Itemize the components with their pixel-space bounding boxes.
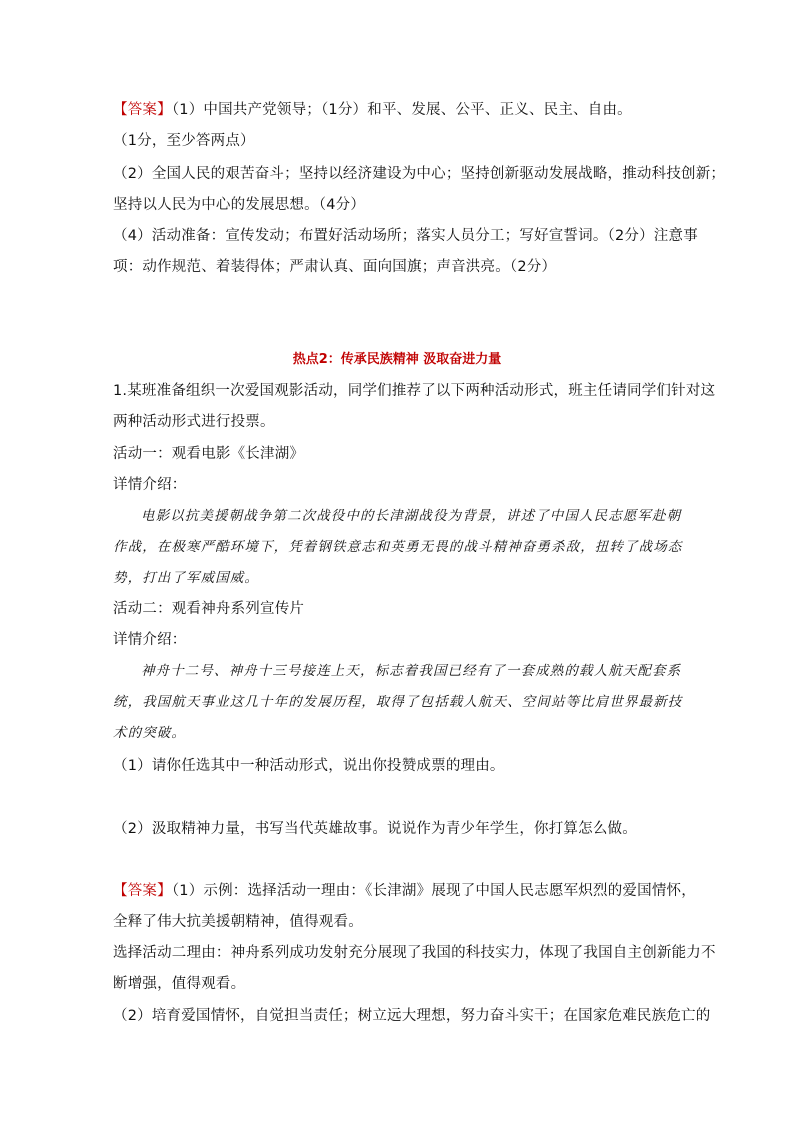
activity-2-detail-label: 详情介绍： [113,632,187,648]
activity-1-detail-label: 详情介绍： [113,477,187,493]
question-line-2: 两种活动形式进行投票。 [113,414,275,430]
answer-2-line-3: 选择活动二理由：神舟系列成功发射充分展现了我国的科技实力，体现了我国自主创新能力不 [113,945,716,961]
activity-1-intro-1: 电影以抗美援朝战争第二次战役中的长津湖战役为背景，讲述了中国人民志愿军赴朝 [141,508,682,524]
answer-1-line-6: 项：动作规范、着装得体；严肃认真、面向国旗；声音洪亮。（2分） [113,259,557,275]
answer-1-line-4: 坚持以人民为中心的发展思想。（4分） [113,197,366,213]
answer-1-line-5: （4）活动准备：宣传发动；布置好活动场所；落实人员分工；写好宣誓词。（2分）注意事 [113,228,698,244]
answer-tag: 【答案】 [113,883,172,899]
answer-1-line-3: （2）全国人民的艰苦奋斗；坚持以经济建设为中心；坚持创新驱动发展战略，推动科技创新； [113,166,726,182]
activity-1-intro-3: 势，打出了军威国威。 [113,570,259,586]
sub-question-1: （1）请你任选其中一种活动形式，说出你投赞成票的理由。 [113,758,505,774]
activity-1-intro-2: 作战，在极寒严酷环境下，凭着钢铁意志和英勇无畏的战斗精神奋勇杀敌，扭转了战场态 [113,539,683,555]
answer-2-line-4: 断增强，值得观看。 [113,976,246,992]
answer-2-line-1: 【答案】（1）示例：选择活动一理由：《长津湖》展现了中国人民志愿军炽烈的爱国情怀， [113,883,696,899]
activity-2-title: 活动二：观看神舟系列宣传片 [113,601,305,617]
activity-1-title: 活动一：观看电影《长津湖》 [113,446,305,462]
sub-question-2: （2）汲取精神力量，书写当代英雄故事。说说作为青少年学生，你打算怎么做。 [113,821,637,837]
answer-2-line-2: 全释了伟大抗美援朝精神，值得观看。 [113,914,363,930]
activity-2-intro-1: 神舟十二号、神舟十三号接连上天，标志着我国已经有了一套成熟的载人航天配套系 [141,663,682,679]
answer-tag: 【答案】 [113,102,172,118]
activity-2-intro-3: 术的突破。 [113,725,186,741]
answer-1-line-2: （1分，至少答两点） [113,133,255,149]
answer-2-line-5: （2）培育爱国情怀，自觉担当责任；树立远大理想，努力奋斗实干；在国家危难民族危亡的 [113,1008,711,1024]
section-title: 热点2：传承民族精神 汲取奋进力量 [292,352,502,367]
question-line-1: 1.某班准备组织一次爱国观影活动，同学们推荐了以下两种活动形式，班主任请同学们针对这 [113,383,716,399]
activity-2-intro-2: 统，我国航天事业这几十年的发展历程，取得了包括载人航天、空间站等比肩世界最新技 [113,694,683,710]
answer-1-line-1: 【答案】（1）中国共产党领导；（1分）和平、发展、公平、正义、民主、自由。 [113,102,632,118]
